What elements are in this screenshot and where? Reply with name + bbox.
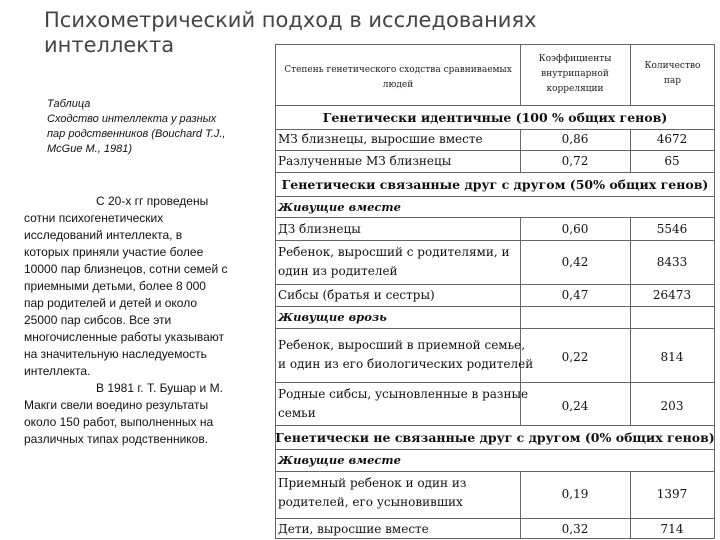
row-correlation: 0,47 bbox=[561, 288, 589, 302]
row-label-line: Ребенок, выросший с родителями, и bbox=[278, 245, 510, 259]
body-line: 10000 пар близнецов, сотни семей с bbox=[24, 262, 228, 276]
subgroup-living-apart: Живущие врозь bbox=[278, 310, 387, 324]
row-pairs: 26473 bbox=[652, 288, 692, 302]
table-rule bbox=[275, 449, 715, 450]
table-rule bbox=[275, 150, 715, 151]
row-label bbox=[278, 243, 518, 281]
row-label bbox=[278, 520, 518, 539]
table-rule bbox=[275, 284, 715, 285]
row-pairs: 1397 bbox=[656, 487, 688, 501]
row-label bbox=[278, 336, 534, 374]
body-line: многочисленные работы указывают bbox=[24, 330, 225, 344]
row-label-line: Приемный ребенок и один из bbox=[278, 476, 467, 490]
row-label bbox=[278, 385, 529, 423]
row-pairs: 8433 bbox=[656, 255, 688, 269]
row-label-line: семьи bbox=[278, 406, 316, 420]
section-identical: Генетически идентичные (100 % общих генов) bbox=[322, 110, 668, 125]
table-rule bbox=[275, 44, 715, 45]
table-rule bbox=[275, 306, 715, 307]
body-line: приемными детьми, более 8 000 bbox=[24, 279, 206, 293]
slide-title-line: интеллекта bbox=[44, 33, 175, 57]
table-rule bbox=[275, 328, 715, 329]
header-line: людей bbox=[382, 80, 414, 90]
header-correlation bbox=[523, 52, 627, 97]
table-rule bbox=[275, 518, 715, 519]
slide-title-line: Психометрический подход в исследованиях bbox=[44, 8, 537, 32]
header-line: Количество bbox=[644, 61, 701, 71]
row-label-line: и один из его биологических родителей bbox=[278, 357, 534, 371]
row-correlation: 0,60 bbox=[561, 222, 589, 236]
row-pairs: 4672 bbox=[656, 132, 688, 146]
section-related: Генетически связанные друг с другом (50% общих генов) bbox=[281, 177, 709, 192]
row-pairs: 714 bbox=[660, 522, 684, 536]
row-correlation: 0,72 bbox=[561, 154, 589, 168]
table-rule bbox=[275, 425, 715, 426]
row-correlation: 0,86 bbox=[561, 132, 589, 146]
body-paragraph bbox=[24, 193, 269, 448]
row-correlation: 0,22 bbox=[561, 350, 589, 364]
table-rule bbox=[630, 44, 631, 106]
row-correlation: 0,32 bbox=[561, 522, 589, 536]
row-pairs: 65 bbox=[664, 154, 680, 168]
row-label bbox=[278, 130, 518, 149]
row-label-line: Родные сибсы, усыновленные в разные bbox=[278, 387, 529, 401]
body-line: которых приняли участие более bbox=[24, 245, 204, 259]
table-rule bbox=[275, 240, 715, 241]
table-rule bbox=[275, 217, 715, 218]
subgroup-living-together: Живущие вместе bbox=[278, 200, 401, 214]
correlation-table bbox=[275, 44, 715, 540]
body-line: сотни психогенетических bbox=[24, 211, 164, 225]
row-label-line: Разлученные МЗ близнецы bbox=[278, 154, 452, 168]
table-rule bbox=[275, 172, 715, 173]
header-line: Степень генетического сходства сравниваемых bbox=[284, 65, 512, 75]
row-pairs: 203 bbox=[660, 399, 684, 413]
table-rule bbox=[275, 196, 715, 197]
body-line: пар родителей и детей и около bbox=[24, 296, 198, 310]
row-label-line: МЗ близнецы, выросшие вместе bbox=[278, 132, 483, 146]
caption-line: Таблица bbox=[47, 98, 91, 110]
subgroup-living-together: Живущие вместе bbox=[278, 453, 401, 467]
row-label bbox=[278, 474, 518, 512]
row-label bbox=[278, 286, 518, 305]
table-rule bbox=[520, 44, 521, 106]
header-similarity bbox=[281, 63, 515, 93]
table-rule bbox=[275, 471, 715, 472]
row-pairs: 814 bbox=[660, 350, 684, 364]
row-label-line: один из родителей bbox=[278, 264, 398, 278]
caption-line: Сходство интеллекта у разных bbox=[47, 113, 217, 125]
section-unrelated: Генетически не связанные друг с другом (0% общих генов) bbox=[275, 430, 715, 445]
table-rule bbox=[275, 105, 715, 106]
body-line: около 150 работ, выполненных на bbox=[24, 415, 214, 429]
header-line: корреляции bbox=[546, 84, 604, 94]
row-correlation: 0,19 bbox=[561, 487, 589, 501]
table-caption bbox=[47, 97, 277, 157]
row-label-line: Ребенок, выросший в приемной семье, bbox=[278, 338, 526, 352]
header-line: Коэффициенты bbox=[538, 54, 612, 64]
header-line: пар bbox=[663, 76, 682, 86]
row-correlation: 0,42 bbox=[561, 255, 589, 269]
body-line: различных типах родственников. bbox=[24, 432, 209, 446]
body-line: интеллекта. bbox=[24, 364, 91, 378]
header-pairs bbox=[633, 59, 712, 89]
body-line: С 20-х гг проведены bbox=[96, 194, 209, 208]
row-label-line: Дети, выросшие вместе bbox=[278, 522, 429, 536]
row-label bbox=[278, 220, 518, 239]
table-rule bbox=[275, 382, 715, 383]
body-line: Макги свели воедино результаты bbox=[24, 398, 209, 412]
row-label bbox=[278, 152, 518, 171]
body-line: на значительную наследуемость bbox=[24, 347, 207, 361]
row-pairs: 5546 bbox=[656, 222, 688, 236]
body-line: 25000 пар сибсов. Все эти bbox=[24, 313, 172, 327]
row-label-line: родителей, его усыновивших bbox=[278, 495, 463, 509]
row-label-line: Сибсы (братья и сестры) bbox=[278, 288, 435, 302]
caption-line: McGue M., 1981) bbox=[47, 143, 132, 155]
header-line: внутрипарной bbox=[541, 69, 609, 79]
row-correlation: 0,24 bbox=[561, 399, 589, 413]
body-line: В 1981 г. Т. Бушар и М. bbox=[96, 381, 223, 395]
body-line: исследований интеллекта, в bbox=[24, 228, 183, 242]
row-label-line: ДЗ близнецы bbox=[278, 222, 361, 236]
caption-line: пар родственников (Bouchard T.J., bbox=[47, 128, 226, 140]
